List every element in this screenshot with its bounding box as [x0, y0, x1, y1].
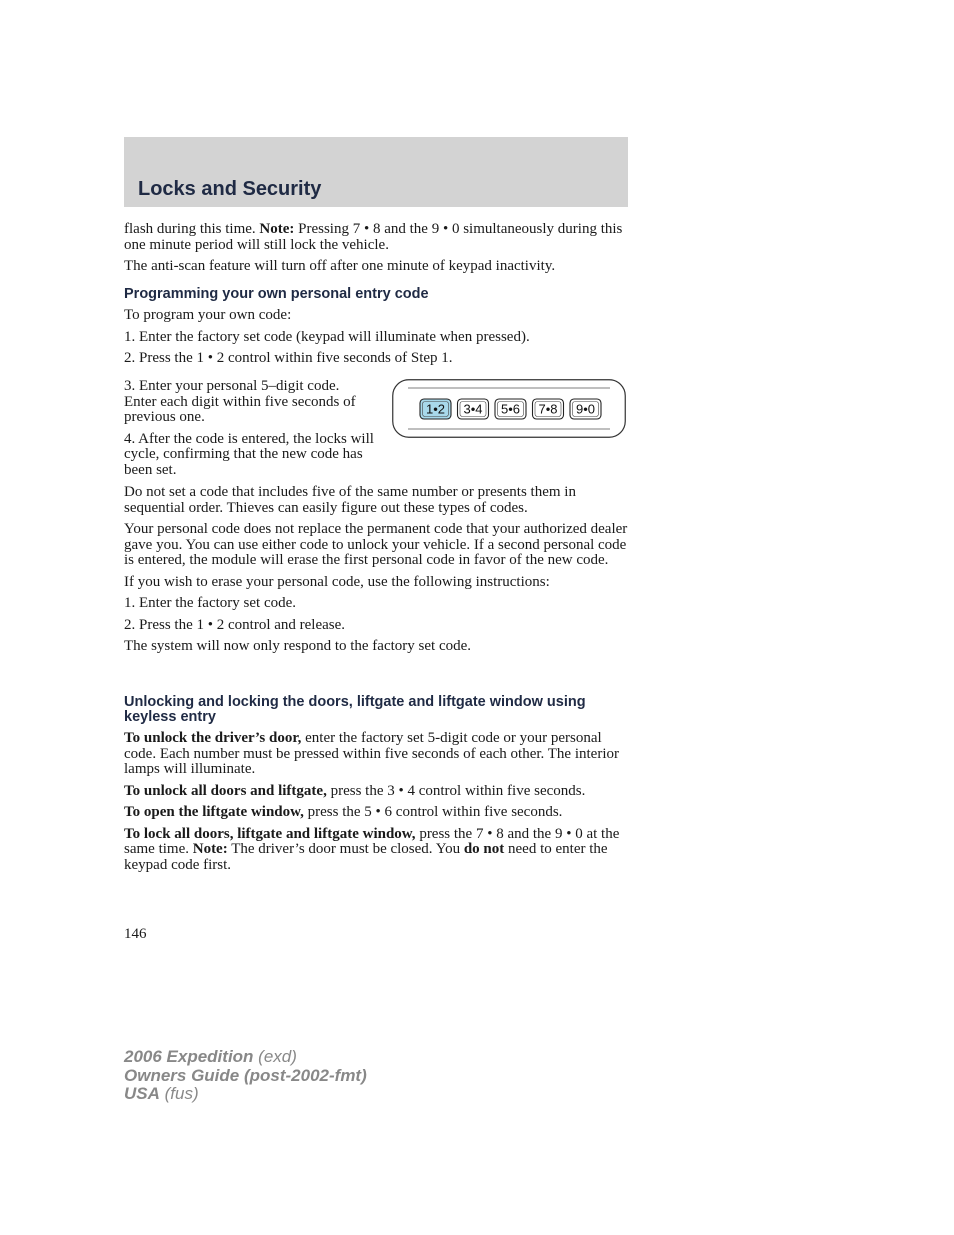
programming-section	[124, 287, 628, 367]
keypad-illustration	[392, 379, 626, 438]
programming-step-2: 2. Press the 1 • 2 control within five seconds of Step 1.	[124, 350, 453, 366]
open-window-paragraph: To open the liftgate window, press the 5 • 6 control within five seconds.	[124, 804, 563, 820]
keypad-key-label-3: 5•6	[500, 401, 521, 417]
keypad-key-label-2: 3•4	[463, 401, 483, 417]
erase-step-1: 1. Enter the factory set code.	[124, 595, 297, 611]
intro-text	[124, 222, 628, 275]
programming-notes	[124, 485, 628, 655]
section-title: Locks and Security	[138, 178, 322, 200]
footer-line-2: Owners Guide (post-2002-fmt)	[124, 1065, 367, 1085]
keypad-key-label-4: 7•8	[538, 401, 558, 417]
unlock-all-paragraph: To unlock all doors and liftgate, press the 3 • 4 control within five seconds.	[124, 782, 586, 799]
footer-line-1: 2006 Expedition (exd)	[124, 1047, 297, 1066]
code-note: Your personal code does not replace the permanent code that your authorized dealer gave you. You can use either code to unlock your vehicle. If a second personal code is entered, the module will erase the first personal code in favor of the new code.	[124, 521, 628, 568]
anti-scan-paragraph: flash during this time. Note: Pressing 7 • 8 and the 9 • 0 simultaneously during this one minute period will still lock the vehicle.	[124, 221, 623, 253]
programming-step-4: 4. After the code is entered, the locks will cycle, confirming that the new code has been set.	[124, 430, 374, 478]
programming-step-1: 1. Enter the factory set code (keypad will illuminate when pressed).	[124, 328, 530, 345]
keyless-section	[124, 695, 628, 873]
document-footer	[124, 1048, 367, 1104]
anti-scan-off-paragraph: The anti-scan feature will turn off after one minute of keypad inactivity.	[124, 258, 556, 274]
keypad-svg	[392, 379, 626, 438]
erase-step-2: 2. Press the 1 • 2 control and release.	[124, 616, 346, 633]
programming-steps-side	[124, 379, 374, 478]
keypad-key-label-1: 1•2	[425, 401, 446, 417]
keyless-heading: Unlocking and locking the doors, liftgate and liftgate window using keyless entry	[124, 694, 586, 725]
code-warning: Do not set a code that includes five of the same number or presents them in sequential order. Thieves can easily figure out these types of codes.	[124, 484, 576, 516]
unlock-driver-paragraph: To unlock the driver’s door, enter the factory set 5-digit code or your personal code. Each number must be pressed within five seconds of each other. The interior lamps will illuminate.	[124, 730, 619, 777]
programming-step-3: 3. Enter your personal 5–digit code. Enter each digit within five seconds of previous one.	[124, 378, 356, 425]
page-number: 146	[124, 926, 147, 942]
erase-lead: If you wish to erase your personal code, use the following instructions:	[124, 573, 550, 590]
keypad-key-label-5: 9•0	[575, 401, 596, 417]
footer-line-3: USA (fus)	[124, 1084, 199, 1103]
erase-result: The system will now only respond to the factory set code.	[124, 638, 472, 654]
programming-lead: To program your own code:	[124, 307, 292, 323]
lock-all-paragraph: To lock all doors, liftgate and liftgate window, press the 7 • 8 and the 9 • 0 at the same time. Note: The driver’s door must be closed. You do not need to enter the keypad code first.	[124, 825, 620, 873]
programming-heading: Programming your own personal entry code	[124, 286, 429, 302]
section-header-band	[124, 137, 628, 207]
